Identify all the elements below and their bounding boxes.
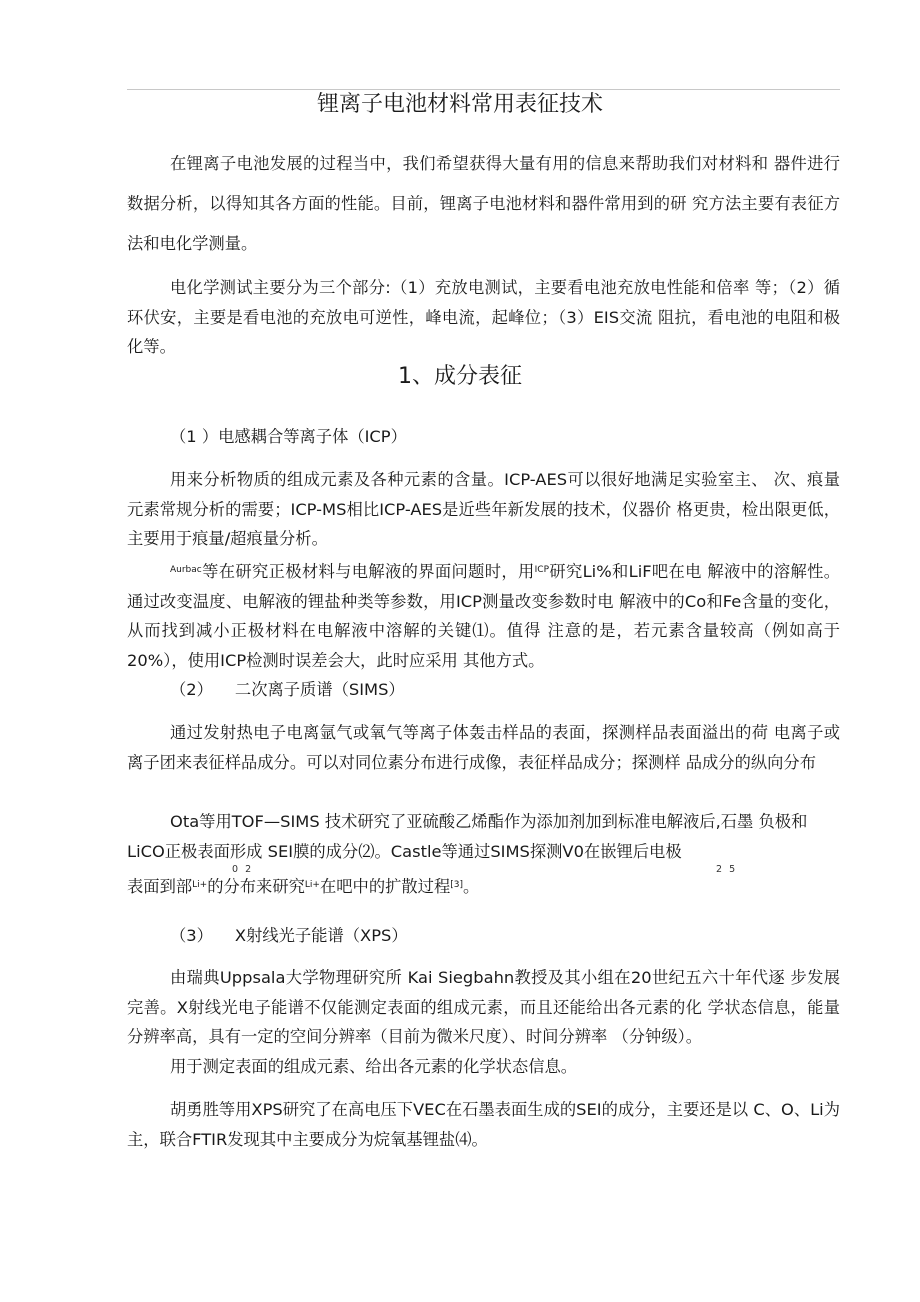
subscript-digits-b: 2 5 — [716, 864, 738, 875]
subscript-digits-a: 0 2 — [232, 864, 254, 875]
document-title: 锂离子电池材料常用表征技术 — [316, 92, 603, 117]
icp-paragraph-2: $^{Aurbac}$等在研究正极材料与电解液的界面问题时，用$^{ICP}$研究Li%和LiF吧在电 解液中的溶解性。通过改变温度、电解液的锂盐种类等参数，用ICP测量改变参数时电 解液中的Co和Fe含量的变化，从而找到减小正极材料在电解液中溶解的关键⑴。值得 注意的是，若元素含量较高（例如高于 20%），使用ICP检测时误差会大，此时应采用 其他方式。 — [127, 562, 840, 670]
xps-paragraph-3: 胡勇胜等用XPS研究了在高电压下VEC在石墨表面生成的SEI的成分，主要还是以 C、O、Li为主，联合FTIR发现其中主要成分为烷氧基锂盐⑷。 — [127, 1100, 840, 1149]
sims-paragraph-2-line-1: Ota等用TOF—SIMS 技术研究了亚硫酸乙烯酯作为添加剂加到标准电解液后,石墨 负极和 — [170, 812, 808, 831]
intro-paragraph-1: 在锂离子电池发展的过程当中，我们希望获得大量有用的信息来帮助我们对材料和 器件进行数据分析，以得知其各方面的性能。目前，锂离子电池材料和器件常用到的研 究方法主要有表征方法和电化学测量。 — [127, 154, 840, 253]
xps-paragraph-1: 由瑞典Uppsala大学物理研究所 Kai Siegbahn教授及其小组在20世纪五六十年代逐 步发展完善。X射线光电子能谱不仅能测定表面的组成元素，而且还能给出各元素的化 学状态信息，能量分辨率高，具有一定的空间分辨率（目前为微米尺度）、时间分辨率 （分钟级）。 — [127, 968, 840, 1046]
sims-heading: （2） 二次离子质谱（SIMS） — [170, 680, 405, 699]
icp-heading: （1 ）电感耦合等离子体（ICP） — [170, 427, 407, 446]
xps-paragraph-2: 用于测定表面的组成元素、给出各元素的化学状态信息。 — [170, 1057, 578, 1076]
reference-3: [3] — [450, 880, 463, 890]
icp-paragraph-1: 用来分析物质的组成元素及各种元素的含量。ICP-AES可以很好地满足实验室主、 次、痕量元素常规分析的需要；ICP-MS相比ICP-AES是近些年新发展的技术，仪器价 格更贵，检出限更低，主要用于痕量/超痕量分析。 — [127, 470, 840, 548]
sims-paragraph-1: 通过发射热电子电离氩气或氧气等离子体轰击样品的表面，探测样品表面溢出的荷 电离子或离子团来表征样品成分。可以对同位素分布进行成像，表征样品成分；探测样 品成分的纵向分布 — [127, 723, 840, 772]
xps-heading: （3） X射线光子能谱（XPS） — [170, 926, 408, 945]
section-1-heading: 1、成分表征 — [398, 364, 522, 389]
sims-paragraph-2-line-3: 表面到部$^{Li+}$的分布来研究$^{Li+}$在吧中的扩散过程[3]。 — [127, 877, 480, 896]
intro-paragraph-2: 电化学测试主要分为三个部分:（1）充放电测试，主要看电池充放电性能和倍率 等；（2）循环伏安，主要是看电池的充放电可逆性，峰电流，起峰位；（3）EIS交流 阻抗，看电池的电阻和极化等。 — [127, 278, 840, 356]
icp-superscript: ICP — [534, 565, 549, 575]
sims-paragraph-2-line-2: LiCO正极表面形成 SEI膜的成分⑵。Castle等通过SIMS探测V0在嵌锂后电极 — [127, 842, 682, 861]
citation-author-small: Aurbac — [170, 565, 202, 575]
